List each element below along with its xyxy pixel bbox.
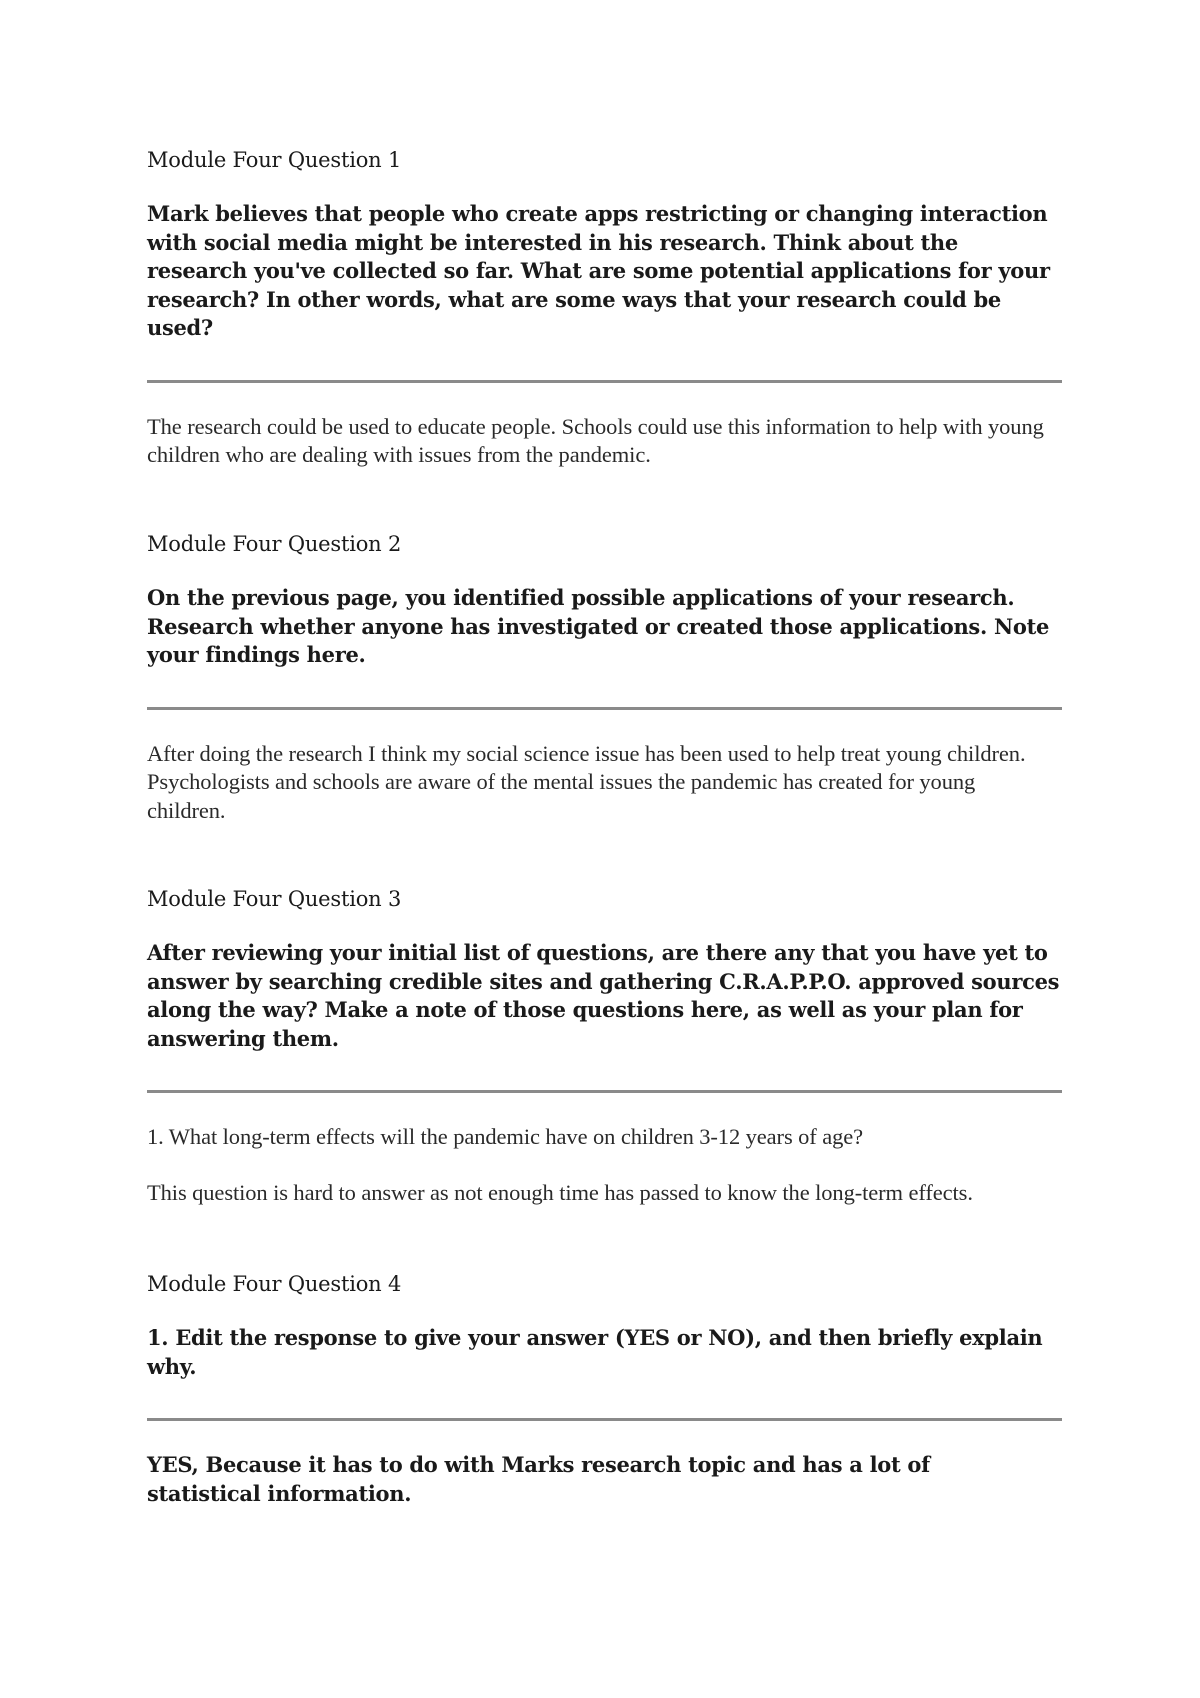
- question-heading: Module Four Question 3: [147, 887, 402, 911]
- response-text[interactable]: This question is hard to answer as not enough time has passed to know the long-term effects.: [147, 1179, 973, 1205]
- question-prompt: On the previous page, you identified possible applications of your research. Research whether anyone has investigated or created those applications. Note your findings here.: [147, 585, 1050, 667]
- question-heading: Module Four Question 1: [147, 148, 402, 172]
- question-section-4: [147, 1270, 1062, 1508]
- question-heading: Module Four Question 4: [147, 1272, 402, 1296]
- response-divider: [147, 1090, 1062, 1093]
- question-section-2: [147, 530, 1062, 825]
- response-divider: [147, 380, 1062, 383]
- response-text[interactable]: The research could be used to educate people. Schools could use this information to help with young children who are dealing with issues from the pandemic.: [147, 413, 1044, 467]
- response-text[interactable]: YES, Because it has to do with Marks research topic and has a lot of statistical information.: [147, 1452, 930, 1506]
- question-heading: Module Four Question 2: [147, 532, 402, 556]
- question-prompt: Mark believes that people who create apps restricting or changing interaction with social media might be interested in his research. Think about the research you've collected so far. What are some potential applications for your research? In other words, what are some ways that your research could be used?: [147, 201, 1050, 340]
- question-section-3: [147, 885, 1062, 1207]
- question-prompt: After reviewing your initial list of questions, are there any that you have yet to answer by searching credible sites and gathering C.R.A.P.P.O. approved sources along the way? Make a note of those questions here, as well as your plan for answering them.: [147, 940, 1060, 1051]
- response-divider: [147, 707, 1062, 710]
- question-prompt: 1. Edit the response to give your answer (YES or NO), and then briefly explain why.: [147, 1325, 1043, 1379]
- response-divider: [147, 1418, 1062, 1421]
- question-section-1: [147, 146, 1062, 470]
- response-text[interactable]: 1. What long-term effects will the pandemic have on children 3-12 years of age?: [147, 1124, 864, 1149]
- response-text[interactable]: After doing the research I think my social science issue has been used to help treat young children. Psychologists and schools are aware of the mental issues the pandemic has created for young children.: [147, 740, 1026, 823]
